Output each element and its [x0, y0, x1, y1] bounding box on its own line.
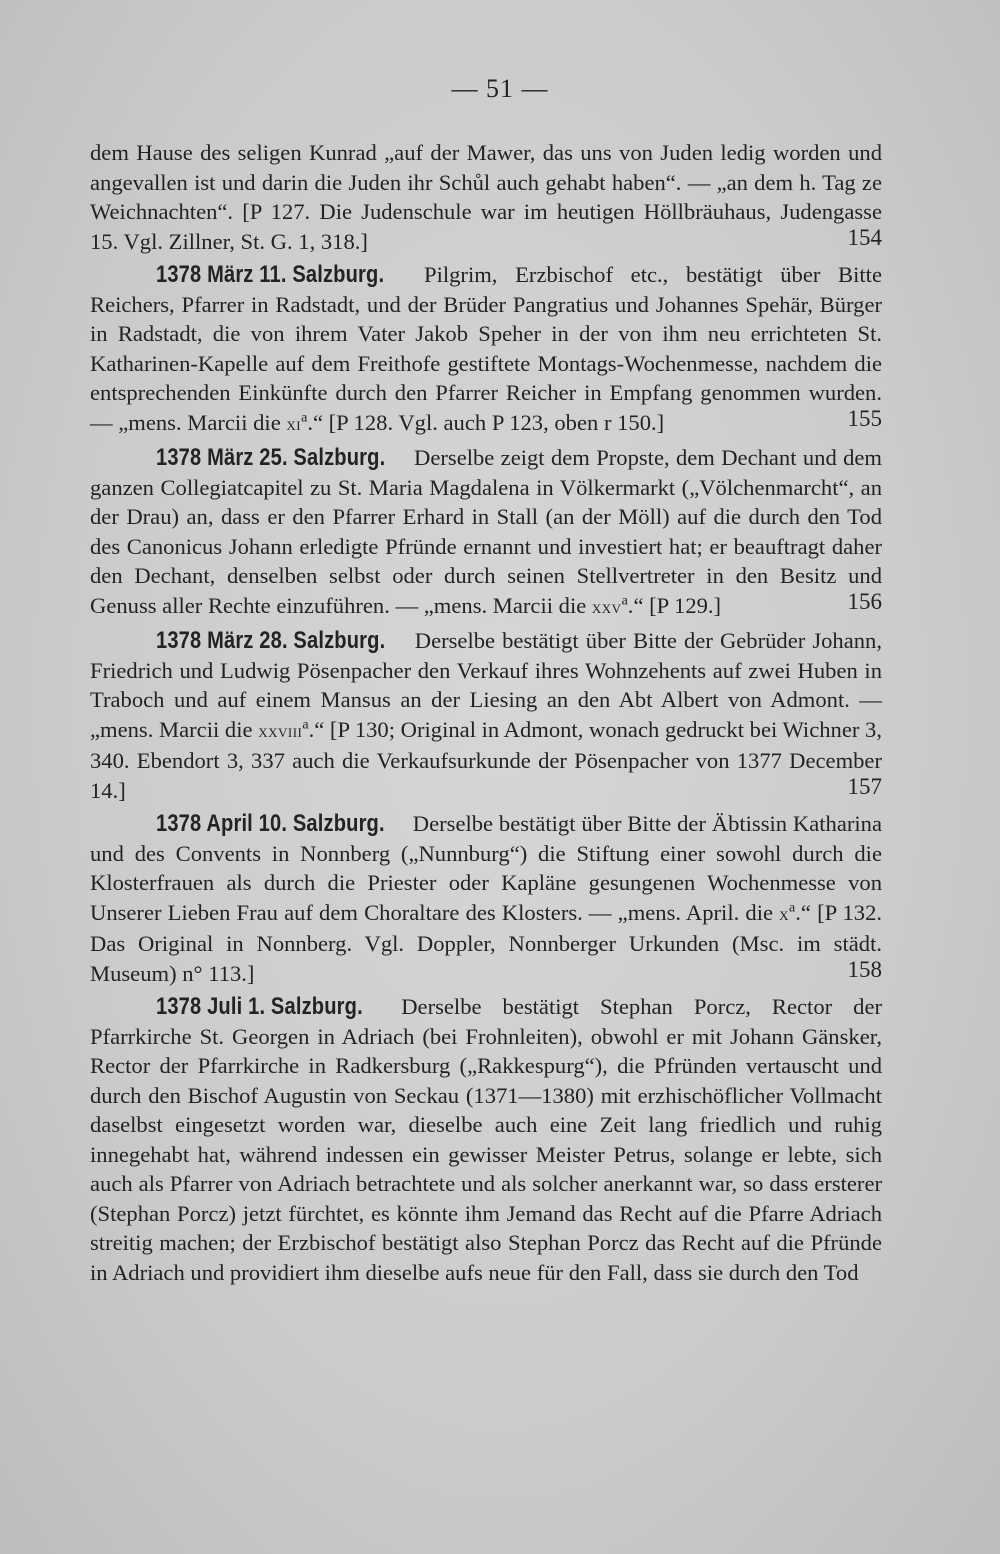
- entry-body: Derselbe bestätigt über Bitte der Äbtissin Katharina und des Convents in Nonnberg („Nunnburg“) die Stiftung einer sowohl durch die Klosterfrauen als durch die Priester oder Kapläne gesungenen Wochenmesse von Unserer Lieben Frau auf dem Choraltare des Klosters. — „mens. April. die: [90, 811, 882, 925]
- entry-heading: 1378 Juli 1. Salzburg.: [156, 993, 363, 1020]
- entry-heading: 1378 April 10. Salzburg.: [156, 810, 385, 837]
- roman-numeral: x: [779, 903, 790, 925]
- entry-body: Derselbe bestätigt Stephan Porcz, Rector der Pfarrkirche St. Georgen in Adriach (bei Frohnleiten), obwohl er mit Johann Gänsker, Rector der Pfarrkirche in Radkersburg („Rakkespurg“), die Pfründen vertauscht und durch den Bischof Augustin von Seckau (1371—1380) mit erzhischöflicher Vollmacht daselbst eingesetzt worden war, dieselbe auch eine Zeit lang friedlich und ruhig innegehabt hat, während indessen ein gewisser Meister Petrus, solange er lebte, sich auch als Pfarrer von Adriach betrachtete und als solcher anerkannt war, so dass ersterer (Stephan Porcz) jetzt fürchtet, es könnte ihm Jemand das Recht auf die Pfarre Adriach streitig machen; der Erzbischof bestätigt also Stephan Porcz das Recht auf die Pfründe in Adriach und providiert ihm dieselbe aufs neue für den Fall, dass sie durch den Tod: [90, 994, 882, 1285]
- entry-body: Derselbe zeigt dem Propste, dem Dechant und dem ganzen Collegiatcapitel zu St. Maria Magdalena in Völkermarkt („Völchenmarcht“, an der Drau) an, dass er den Pfarrer Erhard in Stall (an der Möll) auf die durch den Tod des Canonicus Johann erledigte Pfründe ernannt und investiert hat; er beauftragt daher den Dechant, denselben selbst oder durch seinen Stellvertreter in den Besitz und Genuss aller Rechte einzuführen. — „mens. Marcii die: [90, 445, 882, 618]
- entry-body: Pilgrim, Erzbischof etc., bestätigt über Bitte Reichers, Pfarrer in Radstadt, und der Brüder Pangratius und Johannes Spehär, Bürger in Radstadt, die von ihrem Vater Jakob Speher in der von ihm neu errichteten St. Katharinen-Kapelle auf dem Freithofe gestiftete Montags-Wochenmesse, nachdem die entsprechenden Einkünfte durch den Pfarrer Reicher in Empfang genommen wurden. — „mens. Marcii die: [90, 262, 882, 435]
- entry-heading: 1378 März 28. Salzburg.: [156, 627, 386, 654]
- entry-heading: 1378 März 11. Salzburg.: [156, 261, 385, 288]
- entry-body: Derselbe bestätigt über Bitte der Gebrüder Johann, Friedrich und Ludwig Pösenpacher den Verkauf ihres Wohnzehents auf zwei Huben in Traboch und auf einem Mansus an der Liesing an den Abt Albert von Admont. — „mens. Marcii die: [90, 628, 882, 742]
- entry-tail: .“ [P 132. Das Original in Nonnberg. Vgl. Doppler, Nonnberger Urkunden (Msc. im städt. Museum) n° 113.]: [90, 899, 883, 986]
- entry-154: [90, 138, 882, 256]
- roman-numeral: xxviii: [258, 720, 303, 742]
- entry-body: dem Hause des seligen Kunrad „auf der Mawer, das uns von Juden ledig worden und angevallen ist und darin die Juden ihr Schůl auch gehabt haben“. — „an dem h. Tag ze Weichnachten“. [P 127. Die Judenschule war im heutigen Höllbräuhaus, Judengasse 15. Vgl. Zillner, St. G. 1, 318.]: [90, 140, 882, 254]
- superscript: a: [301, 409, 308, 425]
- entry-159: [90, 992, 882, 1287]
- entry-tail: .“ [P 129.]: [627, 592, 722, 618]
- page-number: — 51 —: [451, 74, 549, 103]
- superscript: a: [789, 899, 796, 915]
- entry-158: [90, 809, 882, 988]
- entry-number: 157: [847, 773, 882, 799]
- entry-number: 158: [847, 956, 882, 982]
- text-block: [90, 138, 882, 1287]
- entry-number: 156: [847, 588, 882, 614]
- superscript: a: [302, 716, 309, 732]
- roman-numeral: xi: [286, 413, 302, 435]
- entry-number: 155: [847, 405, 882, 431]
- entry-156: [90, 443, 882, 622]
- superscript: a: [621, 592, 628, 608]
- entry-tail: .“ [P 128. Vgl. auch P 123, oben r 150.]: [307, 409, 665, 435]
- entry-heading: 1378 März 25. Salzburg.: [156, 444, 386, 471]
- entry-157: [90, 626, 882, 805]
- roman-numeral: xxv: [591, 596, 622, 618]
- entry-tail: .“ [P 130; Original in Admont, wonach gedruckt bei Wichner 3, 340. Ebendort 3, 337 auch die Verkaufsurkunde der Pösenpacher von 1377 December 14.]: [90, 716, 882, 803]
- entry-number: 154: [847, 224, 882, 250]
- entry-155: [90, 260, 882, 439]
